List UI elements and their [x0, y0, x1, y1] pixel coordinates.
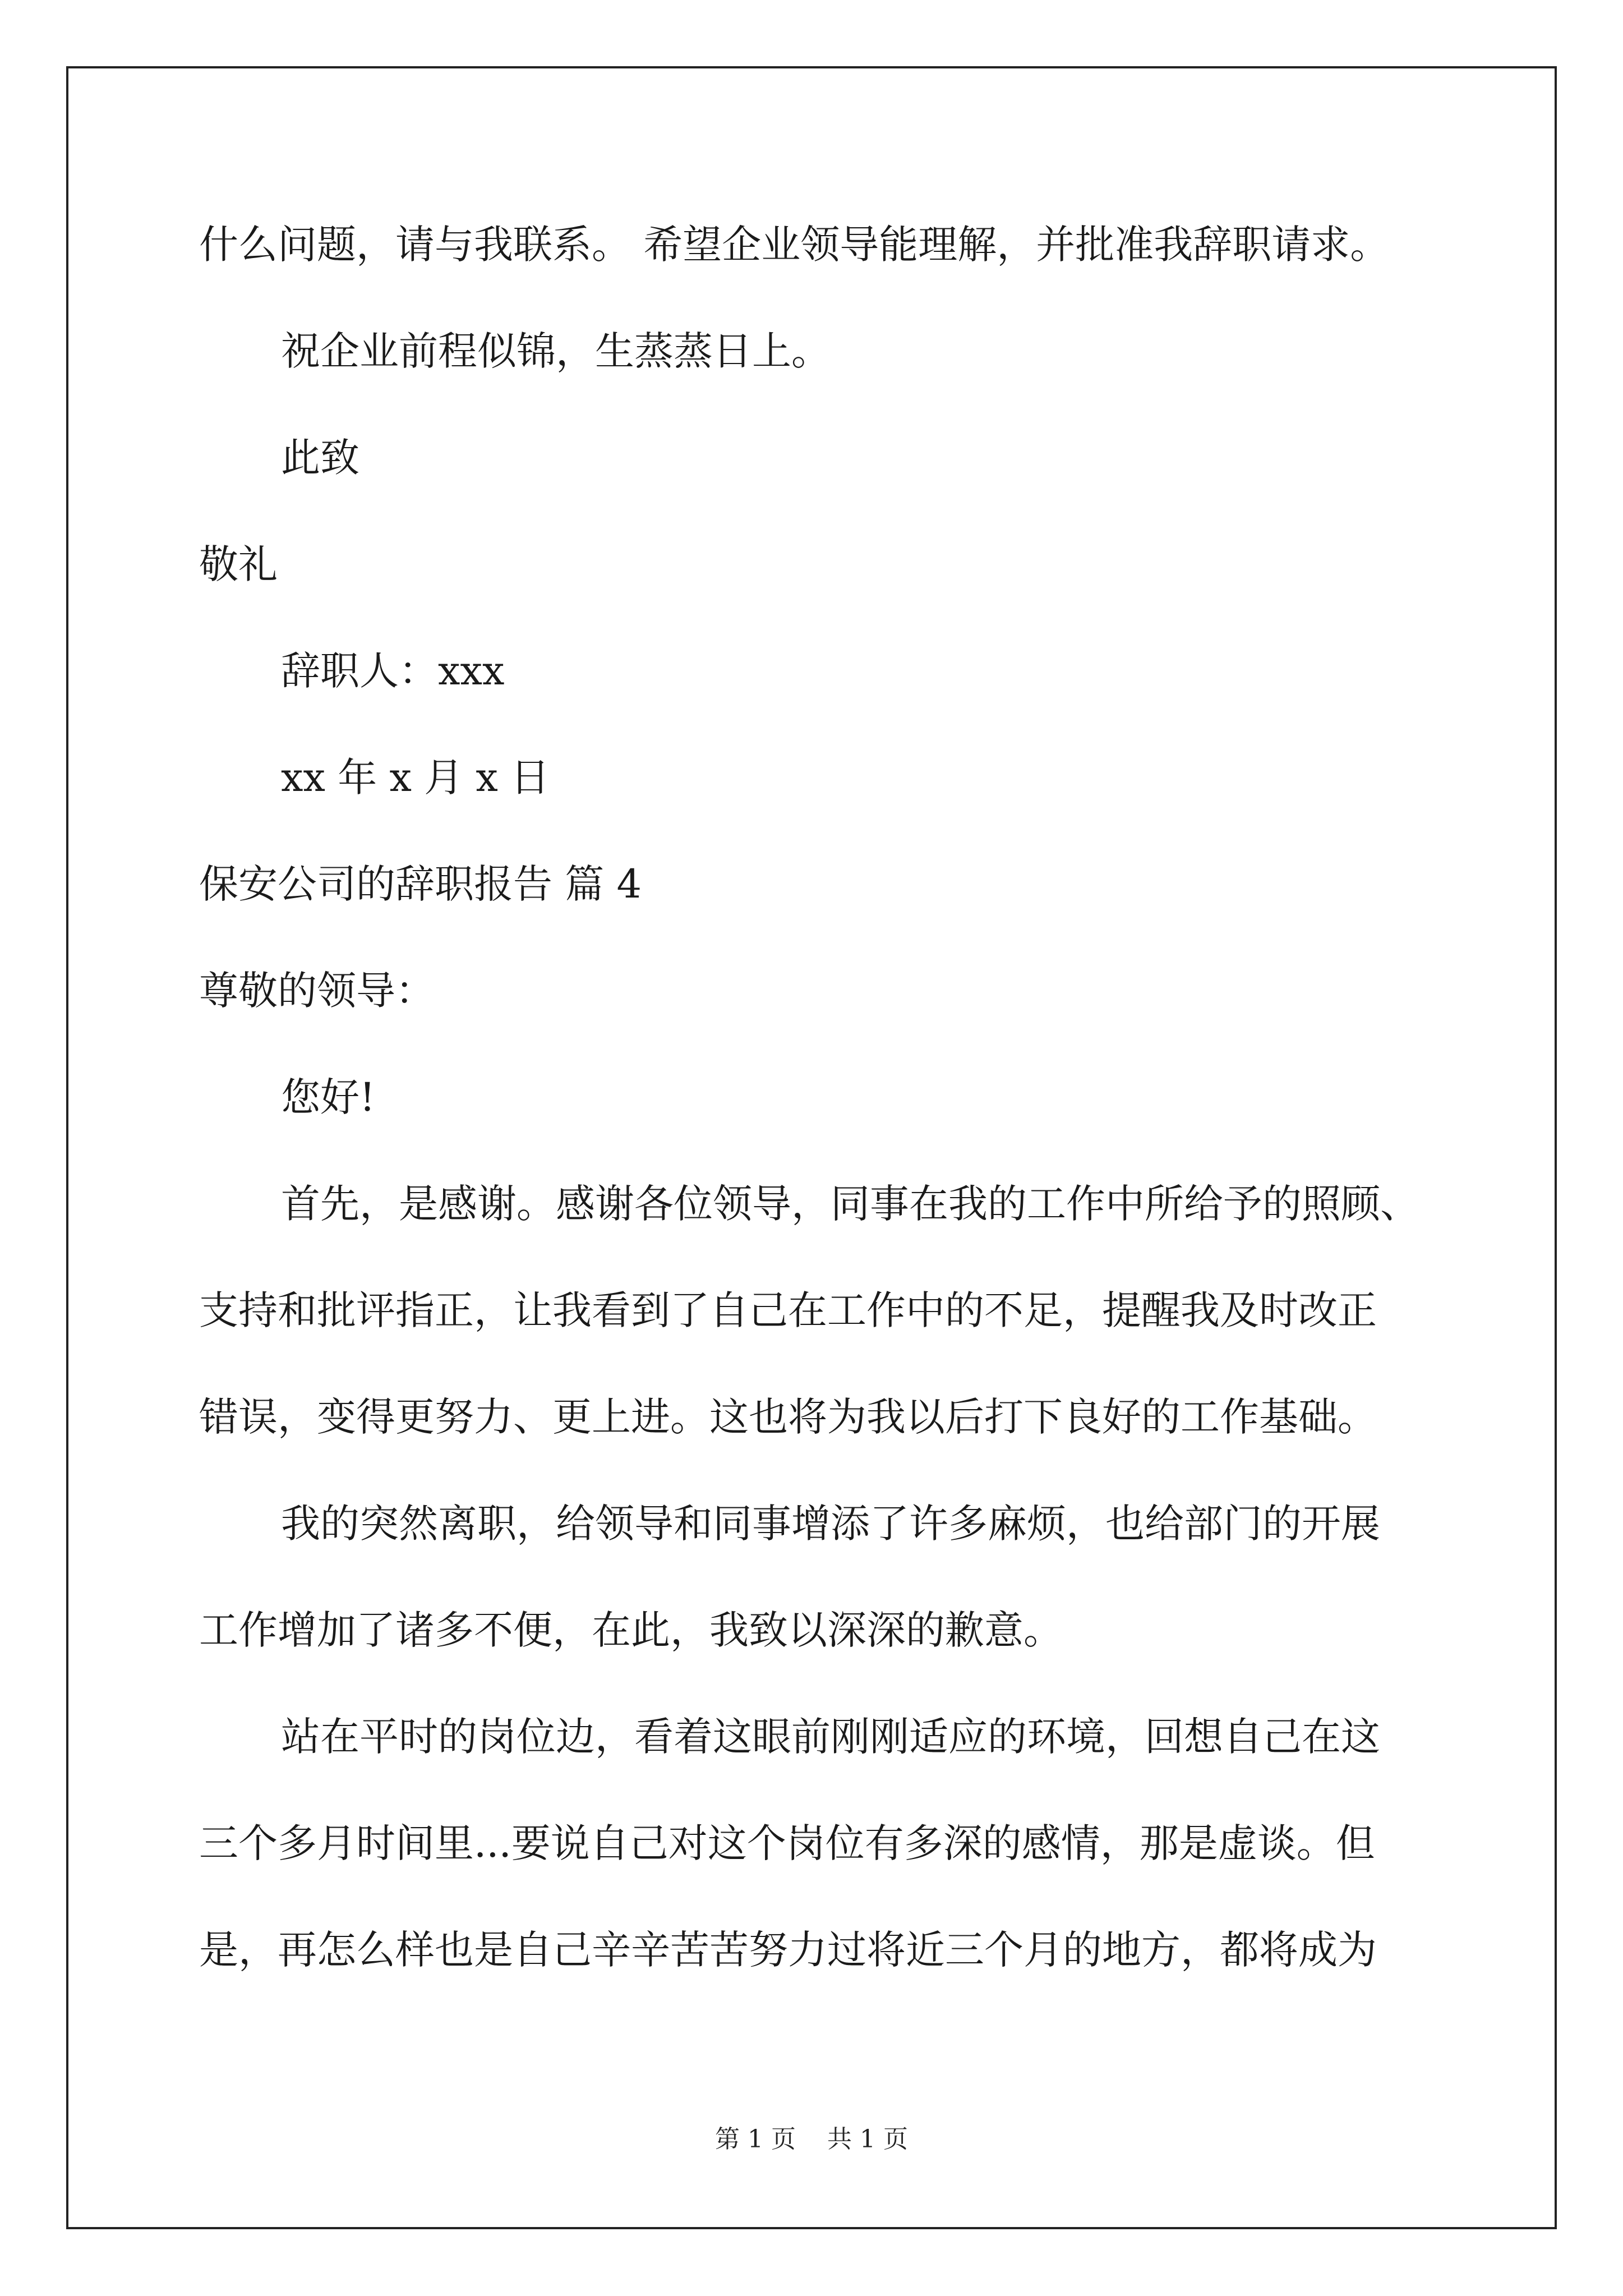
text-line-2: 祝企业前程似锦，生蒸蒸日上。 [281, 328, 831, 374]
greeting: 您好! [281, 1074, 376, 1120]
page-footer [0, 2123, 1623, 2156]
text-line-6: xx 年 x 月 x 日 [281, 754, 550, 800]
text-line-14: 工作增加了诸多不便，在此，我致以深深的歉意。 [199, 1607, 1063, 1653]
page-number: 第 1 页 [715, 2125, 796, 2154]
text-line-13: 我的突然离职，给领导和同事增添了许多麻烦，也给部门的开展 [281, 1501, 1380, 1547]
page-border [66, 66, 1557, 2229]
page-total: 共 1 页 [827, 2125, 908, 2154]
text-line-3: 此致 [281, 435, 359, 481]
text-line-16: 三个多月时间里...要说自己对这个岗位有多深的感情，那是虚谈。但 [199, 1820, 1375, 1866]
section-heading: 保安公司的辞职报告 篇 4 [199, 861, 642, 907]
text-line-5: 辞职人：xxx [281, 648, 505, 694]
text-line-12: 错误，变得更努力、更上进。这也将为我以后打下良好的工作基础。 [199, 1394, 1377, 1440]
text-line-17: 是，再怎么样也是自己辛辛苦苦努力过将近三个月的地方，都将成为 [199, 1927, 1377, 1973]
text-line-10: 首先，是感谢。感谢各位领导，同事在我的工作中所给予的照顾、 [281, 1181, 1419, 1227]
text-line-4: 敬礼 [199, 541, 278, 587]
text-line-15: 站在平时的岗位边，看着这眼前刚刚适应的环境，回想自己在这 [281, 1714, 1380, 1760]
text-line-11: 支持和批评指正，让我看到了自己在工作中的不足，提醒我及时改正 [199, 1287, 1377, 1333]
text-line-1: 什么问题，请与我联系。 希望企业领导能理解，并批准我辞职请求。 [199, 222, 1390, 268]
salutation: 尊敬的领导： [199, 968, 435, 1014]
